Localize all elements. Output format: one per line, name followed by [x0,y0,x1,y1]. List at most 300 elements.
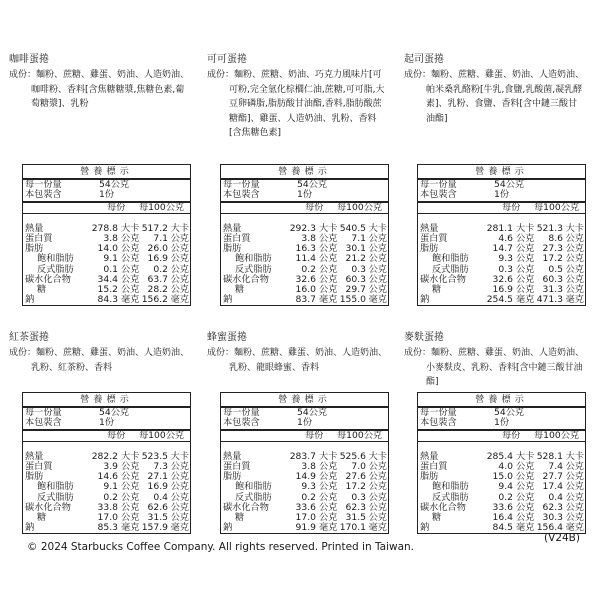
servings-value: 1份 [99,417,115,429]
carbs-label: 碳水化合物 [420,273,466,285]
protein-label: 蛋白質 [223,460,251,472]
fat-unit: 公克 [121,243,140,255]
sodium-row [418,295,585,305]
fat-label: 脂肪 [25,471,44,483]
calories-per-serving: 285.4 [486,450,513,462]
serving-size-label: 每一份量 [223,179,260,191]
sodium-per-100g: 157.9 [141,522,168,534]
column-header-row [418,201,585,213]
product-block [9,331,191,534]
fat-per-100g: 27.6 [345,471,366,483]
sat-fat-row [418,482,585,492]
carbs-label: 碳水化合物 [25,273,71,285]
carbs-per-serving: 33.6 [295,501,316,513]
fat-unit-100g: 公克 [170,471,189,483]
trans-fat-unit: 公克 [121,491,140,503]
nutrition-table [22,164,191,306]
sugar-unit: 公克 [121,511,140,523]
sat-fat-label: 飽和脂肪 [432,481,469,493]
servings-row [221,418,388,428]
calories-unit-100g: 大卡 [565,222,584,234]
protein-per-100g: 7.0 [351,460,366,472]
sat-fat-unit-100g: 公克 [368,253,387,265]
trans-fat-label: 反式脂肪 [37,491,74,503]
sugar-unit-100g: 公克 [170,511,189,523]
product-block [9,53,191,306]
calories-unit: 大卡 [121,222,140,234]
column-header-row [418,429,585,441]
carbs-label: 碳水化合物 [25,501,71,513]
servings-value: 1份 [99,189,115,201]
carbs-unit: 公克 [121,273,140,285]
servings-row [23,190,190,200]
calories-unit: 大卡 [516,450,535,462]
calories-unit-100g: 大卡 [170,222,189,234]
serving-size-value: 54公克 [297,407,328,419]
nutrition-header: 營養標示 [80,166,133,177]
per-serving-header: 每份 [107,429,126,441]
nutrition-table [220,392,389,534]
fat-per-serving: 14.9 [295,471,316,483]
protein-per-serving: 4.6 [498,232,513,244]
sat-fat-unit: 公克 [319,253,338,265]
protein-label: 蛋白質 [420,232,448,244]
calories-unit: 大卡 [319,222,338,234]
ingredients-prefix: 成份： [404,348,432,358]
sat-fat-unit-100g: 公克 [565,253,584,265]
sugar-per-100g: 31.5 [345,511,366,523]
carbs-unit: 公克 [121,501,140,513]
servings-label: 本包裝含 [223,189,260,201]
sugar-label: 糖 [432,283,442,295]
calories-unit-100g: 大卡 [368,222,387,234]
per-serving-header: 每份 [502,429,521,441]
product-block [404,53,586,306]
protein-per-100g: 7.4 [548,460,563,472]
nutrition-table [417,392,586,534]
per-serving-header: 每份 [502,201,521,213]
servings-row [418,190,585,200]
sat-fat-label: 飽和脂肪 [37,481,74,493]
nutrition-table [22,392,191,534]
column-header-row [23,201,190,213]
carbs-unit-100g: 公克 [368,501,387,513]
sodium-per-serving: 91.9 [295,522,316,534]
carbs-unit-100g: 公克 [170,273,189,285]
serving-size-value: 54公克 [99,407,130,419]
trans-fat-per-100g: 0.2 [153,263,168,275]
sat-fat-unit: 公克 [516,481,535,493]
ingredients-text [404,68,586,126]
sat-fat-unit-100g: 公克 [368,481,387,493]
serving-size-value: 54公克 [297,179,328,191]
trans-fat-per-100g: 0.3 [351,491,366,503]
per-100g-header: 每100公克 [139,429,185,441]
ingredients-list: 麵粉、蔗糖、雞蛋、奶油、人造奶油、乳粉、紅茶粉、香料 [31,348,190,373]
calories-label: 熱量 [25,222,44,234]
sodium-per-serving: 84.5 [492,522,513,534]
sugar-unit: 公克 [319,511,338,523]
column-header-row [23,429,190,441]
ingredients-prefix: 成份： [404,70,432,80]
product-name: 紅茶蛋捲 [9,332,49,343]
sodium-unit-100g: 毫克 [170,294,189,306]
sodium-unit: 毫克 [516,522,535,534]
sat-fat-per-100g: 17.4 [542,481,563,493]
version-code: (V24B) [544,532,580,544]
fat-unit: 公克 [516,471,535,483]
sodium-unit: 毫克 [516,294,535,306]
protein-per-100g: 7.3 [153,460,168,472]
sodium-unit-100g: 毫克 [565,522,584,534]
trans-fat-unit: 公克 [319,263,338,275]
sodium-unit: 毫克 [121,522,140,534]
carbs-per-serving: 33.8 [97,501,118,513]
sugar-per-serving: 16.9 [492,283,513,295]
protein-per-serving: 4.0 [498,460,513,472]
calories-unit: 大卡 [516,222,535,234]
per-100g-header: 每100公克 [337,201,383,213]
carbs-per-serving: 32.6 [295,273,316,285]
protein-unit-100g: 公克 [170,460,189,472]
carbs-per-100g: 62.6 [147,501,168,513]
protein-label: 蛋白質 [25,460,53,472]
trans-fat-label: 反式脂肪 [235,491,272,503]
carbs-per-serving: 33.6 [492,501,513,513]
ingredients-list: 麵粉、蔗糖、雞蛋、奶油、人造奶油、小麥麩皮、乳粉、香料[含中鏈三酸甘油酯] [426,348,585,387]
product-block [404,331,586,534]
sodium-per-serving: 85.3 [97,522,118,534]
fat-per-100g: 27.7 [542,471,563,483]
per-serving-header: 每份 [305,429,324,441]
servings-label: 本包裝含 [25,417,62,429]
sugar-unit-100g: 公克 [368,283,387,295]
sugar-label: 糖 [235,283,245,295]
calories-label: 熱量 [420,450,439,462]
sat-fat-per-serving: 9.3 [301,481,316,493]
product-name: 起司蛋捲 [404,54,444,65]
sat-fat-per-serving: 9.1 [103,253,118,265]
servings-value: 1份 [494,189,510,201]
ingredients-text [207,68,389,138]
sat-fat-per-serving: 9.4 [498,481,513,493]
sat-fat-label: 飽和脂肪 [235,253,272,265]
ingredients-prefix: 成份： [9,348,37,358]
protein-unit: 公克 [516,232,535,244]
servings-label: 本包裝含 [420,417,457,429]
protein-per-100g: 8.6 [548,232,563,244]
sat-fat-unit-100g: 公克 [170,253,189,265]
per-serving-header: 每份 [305,201,324,213]
sodium-label: 鈉 [25,522,35,534]
trans-fat-per-serving: 0.2 [301,263,316,275]
sat-fat-per-100g: 21.2 [345,253,366,265]
carbs-per-100g: 60.3 [345,273,366,285]
per-serving-header: 每份 [107,201,126,213]
serving-size-label: 每一份量 [223,407,260,419]
carbs-unit: 公克 [516,501,535,513]
sat-fat-per-100g: 17.2 [542,253,563,265]
fat-per-serving: 14.0 [97,243,118,255]
per-100g-header: 每100公克 [534,429,580,441]
protein-per-serving: 3.9 [103,460,118,472]
trans-fat-per-serving: 0.2 [301,491,316,503]
carbs-per-100g: 63.7 [147,273,168,285]
fat-unit-100g: 公克 [368,243,387,255]
sugar-unit: 公克 [121,283,140,295]
calories-per-100g: 523.5 [141,450,168,462]
carbs-per-100g: 60.3 [542,273,563,285]
per-100g-header: 每100公克 [534,201,580,213]
sodium-unit: 毫克 [121,294,140,306]
calories-per-100g: 540.5 [339,222,366,234]
sat-fat-unit: 公克 [121,481,140,493]
protein-per-serving: 3.8 [301,460,316,472]
calories-per-serving: 278.8 [91,222,118,234]
protein-per-serving: 3.8 [103,232,118,244]
carbs-label: 碳水化合物 [223,501,269,513]
calories-unit-100g: 大卡 [170,450,189,462]
sat-fat-unit-100g: 公克 [565,481,584,493]
sugar-per-serving: 16.0 [295,283,316,295]
nutrition-header: 營養標示 [278,166,331,177]
sodium-label: 鈉 [420,522,430,534]
carbs-unit-100g: 公克 [368,273,387,285]
ingredients-list: 麵粉、蔗糖、雞蛋、奶油、人造奶油、帕米桑乳酪粉[牛乳,食鹽,乳酸菌,凝乳酵素]、乳粉、食鹽、香料[含中鏈三酸甘油酯] [426,70,585,124]
calories-per-serving: 281.1 [486,222,513,234]
carbs-label: 碳水化合物 [223,273,269,285]
fat-per-100g: 30.1 [345,243,366,255]
sodium-label: 鈉 [223,522,233,534]
sodium-unit-100g: 毫克 [368,294,387,306]
sugar-per-100g: 28.2 [147,283,168,295]
carbs-per-100g: 62.3 [542,501,563,513]
fat-label: 脂肪 [25,243,44,255]
ingredients-prefix: 成份： [207,348,235,358]
ingredients-prefix: 成份： [9,70,37,80]
sodium-per-100g: 155.0 [339,294,366,306]
product-block [207,331,389,534]
fat-label: 脂肪 [420,471,439,483]
trans-fat-per-100g: 0.4 [153,491,168,503]
servings-label: 本包裝含 [25,189,62,201]
trans-fat-unit-100g: 公克 [368,263,387,275]
trans-fat-per-100g: 0.5 [548,263,563,275]
sugar-per-serving: 16.4 [492,511,513,523]
trans-fat-label: 反式脂肪 [432,491,469,503]
fat-per-serving: 15.0 [492,471,513,483]
sodium-row [221,295,388,305]
sugar-per-100g: 31.5 [147,511,168,523]
protein-label: 蛋白質 [420,460,448,472]
serving-size-value: 54公克 [99,179,130,191]
sugar-unit: 公克 [516,511,535,523]
calories-per-100g: 525.6 [339,450,366,462]
servings-row [418,418,585,428]
fat-label: 脂肪 [420,243,439,255]
carbs-unit-100g: 公克 [565,273,584,285]
trans-fat-per-serving: 0.2 [103,491,118,503]
trans-fat-unit-100g: 公克 [170,491,189,503]
protein-unit-100g: 公克 [368,232,387,244]
fat-unit: 公克 [319,471,338,483]
sugar-per-100g: 29.7 [345,283,366,295]
calories-per-serving: 283.7 [289,450,316,462]
trans-fat-unit: 公克 [319,491,338,503]
sodium-row [23,523,190,533]
sugar-per-serving: 15.2 [97,283,118,295]
calories-per-100g: 528.1 [536,450,563,462]
sat-fat-per-100g: 17.2 [345,481,366,493]
carbs-unit: 公克 [516,273,535,285]
servings-value: 1份 [494,417,510,429]
sat-fat-per-100g: 16.9 [147,481,168,493]
carbs-per-serving: 34.4 [97,273,118,285]
protein-unit-100g: 公克 [565,460,584,472]
sugar-label: 糖 [37,283,47,295]
protein-unit-100g: 公克 [565,232,584,244]
carbs-per-serving: 32.6 [492,273,513,285]
product-block [207,53,389,306]
calories-unit-100g: 大卡 [368,450,387,462]
sat-fat-label: 飽和脂肪 [235,481,272,493]
sodium-per-serving: 254.5 [486,294,513,306]
product-name: 咖啡蛋捲 [9,54,49,65]
carbs-unit: 公克 [319,273,338,285]
trans-fat-label: 反式脂肪 [432,263,469,275]
sodium-row [23,295,190,305]
sodium-per-100g: 156.4 [536,522,563,534]
trans-fat-per-serving: 0.2 [498,491,513,503]
per-100g-header: 每100公克 [139,201,185,213]
protein-label: 蛋白質 [223,232,251,244]
serving-size-label: 每一份量 [25,179,62,191]
protein-per-100g: 7.1 [153,232,168,244]
calories-label: 熱量 [420,222,439,234]
nutrition-header: 營養標示 [475,394,528,405]
calories-per-serving: 282.2 [91,450,118,462]
carbs-per-100g: 62.3 [345,501,366,513]
sat-fat-row [221,254,388,264]
trans-fat-unit-100g: 公克 [170,263,189,275]
fat-unit: 公克 [121,471,140,483]
calories-unit: 大卡 [121,450,140,462]
sugar-per-100g: 31.3 [542,283,563,295]
sodium-label: 鈉 [223,294,233,306]
serving-size-label: 每一份量 [25,407,62,419]
ingredients-list: 麵粉、蔗糖、奶油、巧克力風味片[可可粉,完全氫化棕櫚仁油,蔗糖,可可脂,大豆卵磷脂,脂肪酸甘油酯,香料,脂肪酸蔗糖酯]、雞蛋、人造奶油、乳粉、香料[含焦糖色素] [229,70,385,138]
servings-row [221,190,388,200]
sodium-unit: 毫克 [319,294,338,306]
carbs-label: 碳水化合物 [420,501,466,513]
per-100g-header: 每100公克 [337,429,383,441]
fat-unit-100g: 公克 [170,243,189,255]
trans-fat-per-serving: 0.1 [103,263,118,275]
fat-per-100g: 27.1 [147,471,168,483]
carbs-unit-100g: 公克 [170,501,189,513]
trans-fat-unit: 公克 [121,263,140,275]
sugar-per-100g: 30.3 [542,511,563,523]
fat-per-100g: 27.3 [542,243,563,255]
sat-fat-row [221,482,388,492]
servings-label: 本包裝含 [420,189,457,201]
sat-fat-per-serving: 9.1 [103,481,118,493]
servings-label: 本包裝含 [223,417,260,429]
fat-label: 脂肪 [223,243,242,255]
trans-fat-unit-100g: 公克 [565,491,584,503]
sugar-unit-100g: 公克 [368,511,387,523]
sodium-unit: 毫克 [319,522,338,534]
sodium-label: 鈉 [25,294,35,306]
sodium-unit-100g: 毫克 [565,294,584,306]
nutrition-table [220,164,389,306]
sat-fat-label: 飽和脂肪 [37,253,74,265]
fat-per-serving: 16.3 [295,243,316,255]
sat-fat-row [23,254,190,264]
serving-size-value: 54公克 [494,407,525,419]
servings-value: 1份 [297,417,313,429]
fat-unit: 公克 [516,243,535,255]
carbs-unit-100g: 公克 [565,501,584,513]
sodium-per-100g: 170.1 [339,522,366,534]
nutrition-header: 營養標示 [80,394,133,405]
calories-unit-100g: 大卡 [565,450,584,462]
fat-per-serving: 14.6 [97,471,118,483]
trans-fat-unit: 公克 [516,491,535,503]
sodium-per-serving: 84.3 [97,294,118,306]
nutrition-header: 營養標示 [278,394,331,405]
fat-label: 脂肪 [223,471,242,483]
ingredients-list: 麵粉、蔗糖、雞蛋、奶油、人造奶油、乳粉、龍眼蜂蜜、香料 [229,348,388,373]
fat-per-100g: 26.0 [147,243,168,255]
product-name: 可可蛋捲 [207,54,247,65]
protein-unit: 公克 [319,460,338,472]
calories-label: 熱量 [223,450,242,462]
sat-fat-per-serving: 11.4 [295,253,316,265]
ingredients-list: 麵粉、蔗糖、雞蛋、奶油、人造奶油、咖啡粉、香料[含焦糖糖漿,焦糖色素,葡萄糖漿]、乳粉 [31,70,190,109]
protein-unit-100g: 公克 [368,460,387,472]
serving-size-label: 每一份量 [420,407,457,419]
trans-fat-label: 反式脂肪 [37,263,74,275]
fat-unit-100g: 公克 [565,243,584,255]
sugar-unit-100g: 公克 [565,283,584,295]
sodium-unit-100g: 毫克 [368,522,387,534]
sodium-unit-100g: 毫克 [170,522,189,534]
trans-fat-label: 反式脂肪 [235,263,272,275]
protein-per-serving: 3.8 [301,232,316,244]
sugar-label: 糖 [37,511,47,523]
trans-fat-per-100g: 0.3 [351,263,366,275]
ingredients-prefix: 成份： [207,70,235,80]
sugar-label: 糖 [235,511,245,523]
calories-per-100g: 517.2 [141,222,168,234]
serving-size-value: 54公克 [494,179,525,191]
sat-fat-unit: 公克 [516,253,535,265]
sugar-per-serving: 17.0 [295,511,316,523]
sat-fat-row [418,254,585,264]
sat-fat-label: 飽和脂肪 [432,253,469,265]
protein-label: 蛋白質 [25,232,53,244]
sodium-per-100g: 471.3 [536,294,563,306]
trans-fat-unit-100g: 公克 [368,491,387,503]
product-name: 麥麩蛋捲 [404,332,444,343]
sugar-unit: 公克 [319,283,338,295]
sodium-per-100g: 156.2 [141,294,168,306]
servings-row [23,418,190,428]
protein-unit: 公克 [121,460,140,472]
protein-unit-100g: 公克 [170,232,189,244]
protein-unit: 公克 [121,232,140,244]
